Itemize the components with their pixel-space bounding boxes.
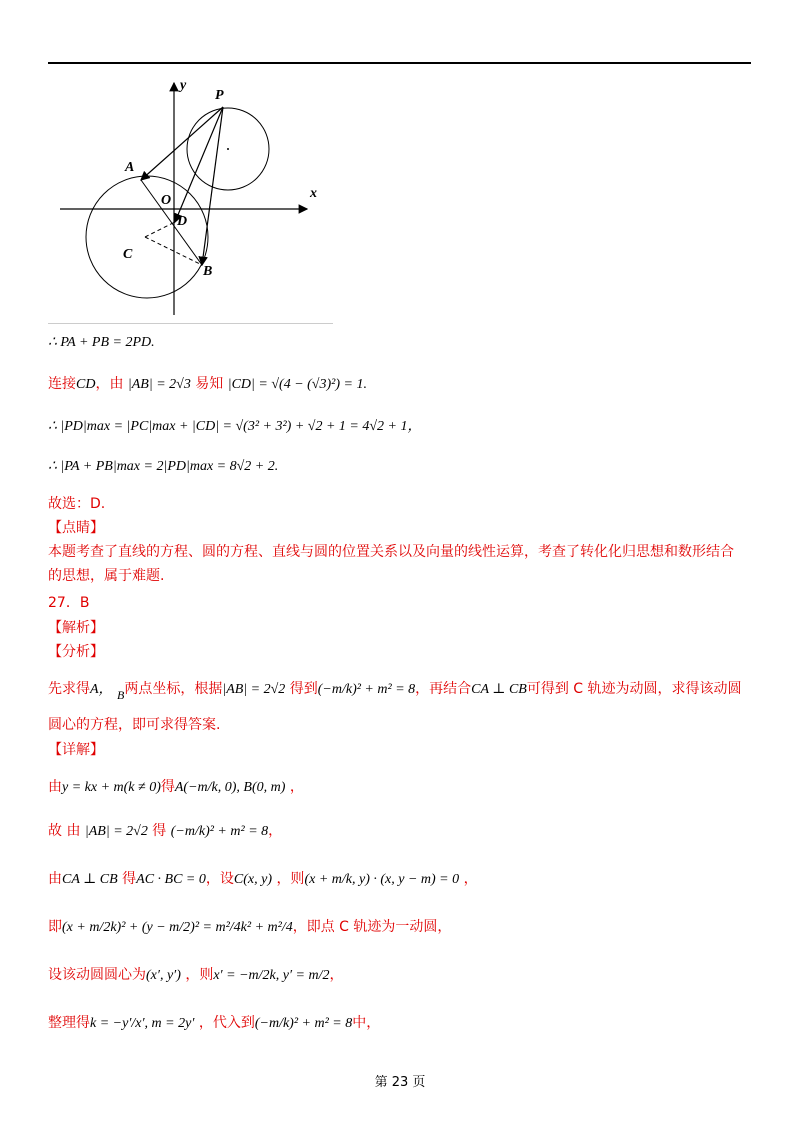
detail-line-4: 即(x + m/2k)² + (y − m/2)² = m²/4k² + m²/4，即点 C 轨迹为一动圆， [48, 919, 452, 935]
detail-line-1: 由y = kx + m(k ≠ 0)得A(−m/k, 0), B(0, m) ， [48, 779, 304, 795]
line-conclusion-vector: ∴ PA + PB = 2PD. [48, 335, 155, 350]
label-o: O [161, 193, 172, 208]
label-d: D [177, 214, 188, 229]
heading-xiangjie: 【详解】 [48, 742, 104, 758]
label-x: x [310, 186, 317, 201]
detail-line-2: 故 由 |AB| = 2√2 得 (−m/k)² + m² = 8， [48, 823, 283, 839]
detail-line-5: 设该动圆圆心为(x′, y′) ，则x′ = −m/2k, y′ = m/2， [48, 967, 344, 983]
heading-dianjing: 【点睛】 [48, 520, 104, 536]
detail-line-6: 整理得k = −y′/x′, m = 2y′ ，代入到(−m/k)² + m² = 8中， [48, 1015, 381, 1031]
question-27-answer: 27．B [48, 595, 90, 611]
vector-pa [141, 107, 223, 180]
heading-jiexi: 【解析】 [48, 620, 104, 636]
page-number: 第 23 页 [374, 1075, 426, 1090]
analysis-line-1: 先求得A， B两点坐标，根据|AB| = 2√2 得到(−m/k)² + m² = 8，再结合CA ⊥ CB可得到 C 轨迹为动圆，求得该动圆 [48, 681, 742, 702]
line-connect-cd: 连接CD，由 |AB| = 2√3 易知 |CD| = √(4 − (√3)²) = 1. [48, 376, 367, 392]
heading-fenxi: 【分析】 [48, 644, 104, 660]
label-p: P [215, 88, 224, 103]
label-c: C [123, 247, 133, 262]
label-b: B [203, 264, 213, 279]
analysis-line-2: 圆心的方程，即可求得答案. [48, 717, 221, 733]
line-sum-max: ∴ |PA + PB|max = 2|PD|max = 8√2 + 2. [48, 459, 279, 474]
geometry-figure [55, 75, 335, 325]
label-a: A [125, 160, 135, 175]
circle-c [86, 176, 208, 298]
line-pd-max: ∴ |PD|max = |PC|max + |CD| = √(3² + 3²) + √2 + 1 = 4√2 + 1， [48, 419, 422, 434]
label-y: y [180, 78, 187, 93]
figure-rule [48, 323, 333, 324]
header-rule [48, 62, 751, 64]
summary-line-1: 本题考查了直线的方程、圆的方程、直线与圆的位置关系以及向量的线性运算，考查了转化化归思想和数形结合 [48, 544, 734, 560]
detail-line-3: 由CA ⊥ CB 得AC · BC = 0，设C(x, y) ，则(x + m/k, y) · (x, y − m) = 0 ， [48, 871, 478, 887]
answer-choice: 故选：D. [48, 496, 106, 512]
summary-line-2: 的思想，属于难题. [48, 568, 165, 584]
